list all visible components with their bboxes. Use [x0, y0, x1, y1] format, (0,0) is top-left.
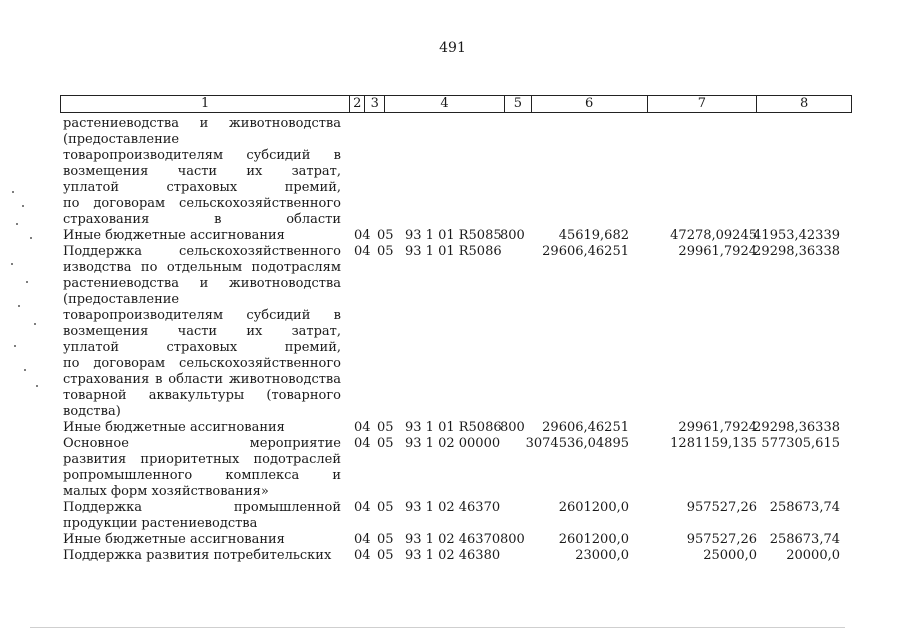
value-col-7: 47278,09245 — [670, 228, 757, 243]
value-col-8: 20000,0 — [786, 548, 840, 563]
description-line: товаропроизводителям субсидий в — [63, 148, 341, 163]
description-line: (предоставление — [63, 132, 180, 147]
description-line: развития приоритетных подотраслей — [63, 452, 341, 467]
table-row — [63, 500, 853, 532]
description-line: ропромышленного комплекса и — [63, 468, 341, 483]
description-line: возмещения части их затрат, — [63, 324, 341, 339]
description-line: товаропроизводителям субсидий в — [63, 308, 341, 323]
code-expense-type: 800 — [500, 532, 525, 547]
value-col-8: 577305,615 — [761, 436, 840, 451]
header-col-2: 2 — [350, 96, 365, 112]
description-line: товарной аквакультуры (товарного — [63, 388, 341, 403]
value-col-8: 258673,74 — [769, 500, 840, 515]
value-col-7: 1281159,135 — [670, 436, 757, 451]
code-target-article: 93 1 01 R5085 — [405, 228, 502, 243]
code-target-article: 93 1 02 46380 — [405, 548, 501, 563]
description-line: Поддержка развития потребительских — [63, 548, 332, 563]
code-subsection: 05 — [377, 500, 394, 515]
table-row — [63, 116, 853, 228]
table-row — [63, 244, 853, 420]
description-line: Поддержка промышленной — [63, 500, 341, 515]
row-description — [63, 244, 341, 420]
code-section: 04 — [354, 420, 371, 435]
description-line: страхования в области животноводства — [63, 372, 341, 387]
description-line: Поддержка сельскохозяйственного — [63, 244, 341, 259]
row-description — [63, 500, 341, 532]
header-col-8: 8 — [799, 96, 809, 111]
header-col-7: 7 — [648, 96, 758, 112]
code-subsection: 05 — [377, 532, 394, 547]
value-col-7: 957527,26 — [686, 532, 757, 547]
value-col-8: 258673,74 — [769, 532, 840, 547]
code-target-article: 93 1 01 R5086 — [405, 420, 502, 435]
description-line: возмещения части их затрат, — [63, 164, 341, 179]
description-line: Основное мероприятие — [63, 436, 341, 451]
row-description — [63, 436, 341, 500]
value-col-7: 29961,7924 — [678, 244, 757, 259]
code-subsection: 05 — [377, 228, 394, 243]
value-col-6: 2601200,0 — [558, 500, 629, 515]
code-subsection: 05 — [377, 420, 394, 435]
page-number: 491 — [439, 40, 466, 56]
table-body — [63, 116, 853, 564]
page-bottom-rule — [30, 627, 845, 628]
description-line: растениеводства и животноводства — [63, 116, 341, 131]
code-target-article: 93 1 01 R5086 — [405, 244, 502, 259]
description-line: водства) — [63, 404, 121, 419]
description-line: уплатой страховых премий, — [63, 180, 341, 195]
code-section: 04 — [354, 548, 371, 563]
description-line: продукции растениеводства — [63, 516, 258, 531]
row-description — [63, 532, 341, 548]
description-line: растениеводства и животноводства — [63, 276, 341, 291]
description-line: (предоставление — [63, 292, 180, 307]
header-col-1: 1 — [61, 96, 350, 112]
value-col-6: 29606,46251 — [542, 420, 629, 435]
value-col-6: 23000,0 — [575, 548, 629, 563]
table-row — [63, 436, 853, 500]
table-row — [63, 548, 853, 564]
row-description — [63, 420, 341, 436]
description-line: малых форм хозяйствования» — [63, 484, 269, 499]
value-col-6: 29606,46251 — [542, 244, 629, 259]
code-subsection: 05 — [377, 548, 394, 563]
code-section: 04 — [354, 436, 371, 451]
scan-margin-specks — [8, 185, 48, 405]
value-col-7: 29961,7924 — [678, 420, 757, 435]
description-line: Иные бюджетные ассигнования — [63, 228, 285, 243]
code-expense-type: 800 — [500, 228, 525, 243]
row-description — [63, 228, 341, 244]
value-col-7: 25000,0 — [703, 548, 757, 563]
value-col-6: 3074536,04895 — [525, 436, 629, 451]
code-subsection: 05 — [377, 436, 394, 451]
value-col-8: 41953,42339 — [753, 228, 840, 243]
description-line: изводства по отдельным подотраслям — [63, 260, 341, 275]
code-section: 04 — [354, 244, 371, 259]
value-col-6: 45619,682 — [558, 228, 629, 243]
header-col-4: 4 — [385, 96, 505, 112]
row-description — [63, 548, 341, 564]
table-row — [63, 228, 853, 244]
code-expense-type: 800 — [500, 420, 525, 435]
description-line: по договорам сельскохозяйственного — [63, 196, 341, 211]
header-col-5: 5 — [505, 96, 532, 112]
code-section: 04 — [354, 500, 371, 515]
description-line: Иные бюджетные ассигнования — [63, 420, 285, 435]
description-line: по договорам сельскохозяйственного — [63, 356, 341, 371]
table-header — [60, 95, 852, 113]
code-section: 04 — [354, 532, 371, 547]
value-col-7: 957527,26 — [686, 500, 757, 515]
value-col-8: 29298,36338 — [753, 420, 840, 435]
value-col-6: 2601200,0 — [558, 532, 629, 547]
description-line: уплатой страховых премий, — [63, 340, 341, 355]
code-target-article: 93 1 02 46370 — [405, 532, 501, 547]
description-line: Иные бюджетные ассигнования — [63, 532, 285, 547]
table-row — [63, 420, 853, 436]
header-col-6: 6 — [532, 96, 648, 112]
code-subsection: 05 — [377, 244, 394, 259]
header-col-3: 3 — [365, 96, 385, 112]
table-row — [63, 532, 853, 548]
row-description — [63, 116, 341, 228]
code-target-article: 93 1 02 00000 — [405, 436, 501, 451]
code-section: 04 — [354, 228, 371, 243]
code-target-article: 93 1 02 46370 — [405, 500, 501, 515]
value-col-8: 29298,36338 — [753, 244, 840, 259]
description-line: страхования в области — [63, 212, 341, 227]
